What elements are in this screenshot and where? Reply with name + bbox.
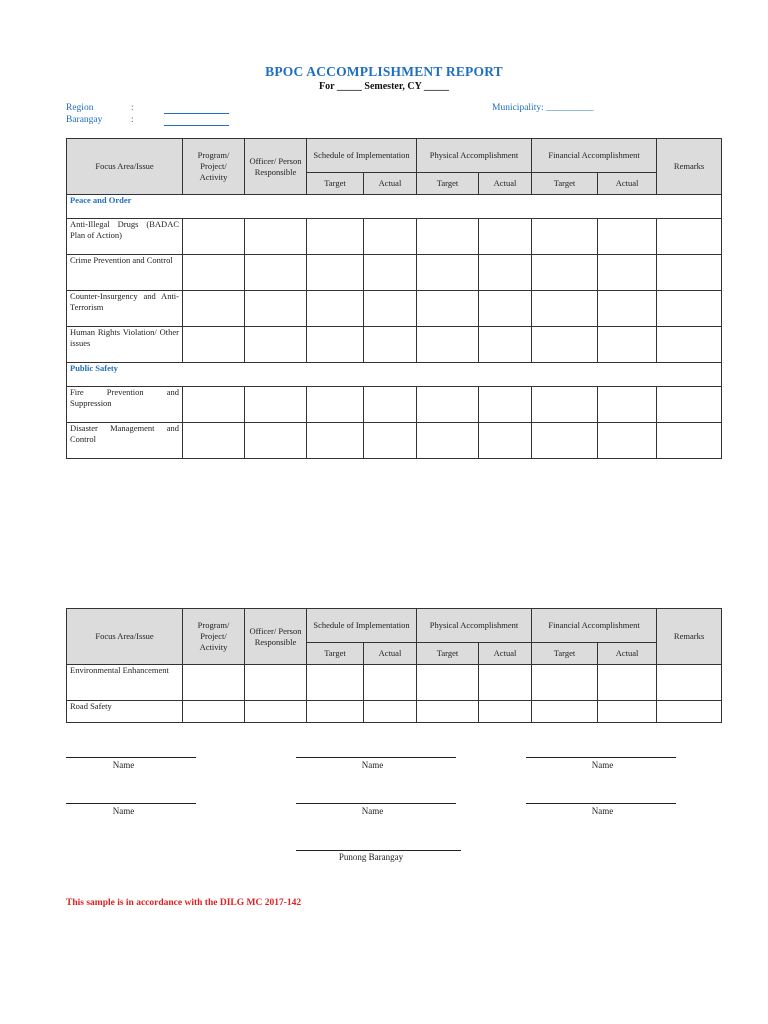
table-cell[interactable] bbox=[598, 387, 657, 423]
table-cell[interactable] bbox=[417, 219, 479, 255]
table-cell[interactable] bbox=[183, 387, 245, 423]
header-officer: Officer/ Person Responsible bbox=[245, 139, 307, 195]
punong-barangay-label: Punong Barangay bbox=[338, 852, 404, 862]
table-cell[interactable] bbox=[417, 665, 479, 701]
focus-area-cell: Counter-Insurgency and Anti-Terrorism bbox=[67, 291, 183, 327]
header-program: Program/ Project/ Activity bbox=[183, 139, 245, 195]
table-cell[interactable] bbox=[532, 219, 598, 255]
table-cell[interactable] bbox=[364, 665, 417, 701]
signature-name-label: Name bbox=[112, 760, 135, 770]
table-cell[interactable] bbox=[183, 219, 245, 255]
table-cell[interactable] bbox=[245, 255, 307, 291]
signature-line[interactable] bbox=[526, 802, 676, 804]
table-cell[interactable] bbox=[183, 701, 245, 723]
signature-name-label: Name bbox=[361, 806, 384, 816]
table-cell[interactable] bbox=[479, 387, 532, 423]
table-row bbox=[67, 423, 722, 459]
signature-name-label: Name bbox=[361, 760, 384, 770]
header-financial-actual: Actual bbox=[598, 173, 657, 195]
table-cell[interactable] bbox=[479, 219, 532, 255]
table-cell[interactable] bbox=[417, 701, 479, 723]
barangay-colon: : bbox=[131, 115, 134, 125]
header-schedule-actual: Actual bbox=[364, 643, 417, 665]
table-cell[interactable] bbox=[307, 387, 364, 423]
header-physical: Physical Accomplishment bbox=[417, 139, 532, 173]
header-schedule-target: Target bbox=[307, 173, 364, 195]
table-cell[interactable] bbox=[532, 423, 598, 459]
table-cell[interactable] bbox=[364, 291, 417, 327]
header-officer: Officer/ Person Responsible bbox=[245, 609, 307, 665]
header-physical-target: Target bbox=[417, 173, 479, 195]
table-cell[interactable] bbox=[417, 423, 479, 459]
header-financial: Financial Accomplishment bbox=[532, 139, 657, 173]
table-cell[interactable] bbox=[183, 665, 245, 701]
table-cell[interactable] bbox=[307, 423, 364, 459]
header-remarks: Remarks bbox=[657, 609, 722, 665]
signature-line[interactable] bbox=[66, 802, 196, 804]
table-cell[interactable] bbox=[532, 291, 598, 327]
table-cell[interactable] bbox=[364, 219, 417, 255]
table-cell[interactable] bbox=[307, 291, 364, 327]
table-row bbox=[67, 327, 722, 363]
header-program: Program/ Project/ Activity bbox=[183, 609, 245, 665]
report-title: BPOC ACCOMPLISHMENT REPORT bbox=[265, 64, 503, 79]
table-cell[interactable] bbox=[532, 387, 598, 423]
accomplishment-table-1 bbox=[66, 138, 722, 459]
table-cell[interactable] bbox=[532, 701, 598, 723]
table-cell[interactable] bbox=[245, 701, 307, 723]
table-cell[interactable] bbox=[417, 255, 479, 291]
signature-name-label: Name bbox=[591, 760, 614, 770]
header-focus-area: Focus Area/Issue bbox=[67, 609, 183, 665]
table-cell[interactable] bbox=[183, 255, 245, 291]
table-cell[interactable] bbox=[417, 327, 479, 363]
table-cell[interactable] bbox=[657, 423, 722, 459]
table-cell[interactable] bbox=[479, 327, 532, 363]
section-title-public-safety: Public Safety bbox=[67, 363, 722, 387]
table-cell[interactable] bbox=[479, 255, 532, 291]
table-cell[interactable] bbox=[657, 255, 722, 291]
table-row bbox=[67, 255, 722, 291]
municipality-label: Municipality: __________ bbox=[492, 103, 594, 113]
table-cell[interactable] bbox=[598, 327, 657, 363]
table-cell[interactable] bbox=[598, 665, 657, 701]
focus-area-cell: Disaster Management and Control bbox=[67, 423, 183, 459]
table-cell[interactable] bbox=[657, 327, 722, 363]
signature-line[interactable] bbox=[66, 756, 196, 758]
table-row bbox=[67, 387, 722, 423]
punong-barangay-signature-line[interactable] bbox=[296, 849, 461, 851]
signature-name-label: Name bbox=[112, 806, 135, 816]
table-cell[interactable] bbox=[598, 423, 657, 459]
table-row bbox=[67, 665, 722, 701]
region-field[interactable] bbox=[164, 103, 229, 114]
section-title-peace-and-order: Peace and Order bbox=[67, 195, 722, 219]
header-schedule-target: Target bbox=[307, 643, 364, 665]
signature-line[interactable] bbox=[526, 756, 676, 758]
header-financial-actual: Actual bbox=[598, 643, 657, 665]
region-colon: : bbox=[131, 103, 134, 113]
table-cell[interactable] bbox=[245, 327, 307, 363]
barangay-field[interactable] bbox=[164, 115, 229, 126]
table-cell[interactable] bbox=[245, 665, 307, 701]
header-focus-area: Focus Area/Issue bbox=[67, 139, 183, 195]
header-financial-target: Target bbox=[532, 643, 598, 665]
table-cell[interactable] bbox=[183, 423, 245, 459]
focus-area-cell: Road Safety bbox=[67, 701, 183, 723]
report-subtitle: For _____ Semester, CY _____ bbox=[319, 81, 449, 92]
table-cell[interactable] bbox=[598, 291, 657, 327]
header-schedule-actual: Actual bbox=[364, 173, 417, 195]
header-schedule: Schedule of Implementation bbox=[307, 609, 417, 643]
table-cell[interactable] bbox=[532, 665, 598, 701]
table-cell[interactable] bbox=[364, 423, 417, 459]
header-financial: Financial Accomplishment bbox=[532, 609, 657, 643]
table-row bbox=[67, 291, 722, 327]
table-cell[interactable] bbox=[417, 387, 479, 423]
table-cell[interactable] bbox=[364, 255, 417, 291]
table-cell[interactable] bbox=[479, 291, 532, 327]
table-cell[interactable] bbox=[598, 701, 657, 723]
header-physical-actual: Actual bbox=[479, 173, 532, 195]
header-physical-target: Target bbox=[417, 643, 479, 665]
table-cell[interactable] bbox=[307, 665, 364, 701]
table-cell[interactable] bbox=[183, 327, 245, 363]
focus-area-cell: Fire Prevention and Suppression bbox=[67, 387, 183, 423]
header-physical-actual: Actual bbox=[479, 643, 532, 665]
table-cell[interactable] bbox=[532, 327, 598, 363]
signature-line[interactable] bbox=[296, 802, 456, 804]
table-cell[interactable] bbox=[417, 291, 479, 327]
table-cell[interactable] bbox=[598, 255, 657, 291]
table-cell[interactable] bbox=[307, 701, 364, 723]
table-cell[interactable] bbox=[245, 219, 307, 255]
barangay-label: Barangay bbox=[66, 115, 103, 125]
table-cell[interactable] bbox=[245, 423, 307, 459]
table-cell[interactable] bbox=[364, 387, 417, 423]
signature-name-label: Name bbox=[591, 806, 614, 816]
table-cell[interactable] bbox=[245, 291, 307, 327]
focus-area-cell: Environmental Enhancement bbox=[67, 665, 183, 701]
region-label: Region bbox=[66, 103, 94, 113]
table-cell[interactable] bbox=[657, 701, 722, 723]
table-cell[interactable] bbox=[307, 255, 364, 291]
table-cell[interactable] bbox=[657, 219, 722, 255]
header-remarks: Remarks bbox=[657, 139, 722, 195]
table-cell[interactable] bbox=[307, 219, 364, 255]
accomplishment-table-2 bbox=[66, 608, 722, 723]
table-cell[interactable] bbox=[364, 701, 417, 723]
header-schedule: Schedule of Implementation bbox=[307, 139, 417, 173]
table-cell[interactable] bbox=[479, 701, 532, 723]
table-cell[interactable] bbox=[479, 665, 532, 701]
table-cell[interactable] bbox=[532, 255, 598, 291]
table-cell[interactable] bbox=[183, 291, 245, 327]
dilg-compliance-note: This sample is in accordance with the DILG MC 2017-142 bbox=[66, 898, 302, 908]
table-cell[interactable] bbox=[479, 423, 532, 459]
focus-area-cell: Crime Prevention and Control bbox=[67, 255, 183, 291]
table-cell[interactable] bbox=[657, 291, 722, 327]
focus-area-cell: Anti-Illegal Drugs (BADAC Plan of Action) bbox=[67, 219, 183, 255]
focus-area-cell: Human Rights Violation/ Other issues bbox=[67, 327, 183, 363]
table-row bbox=[67, 701, 722, 723]
header-financial-target: Target bbox=[532, 173, 598, 195]
table-row bbox=[67, 219, 722, 255]
header-physical: Physical Accomplishment bbox=[417, 609, 532, 643]
table-cell[interactable] bbox=[307, 327, 364, 363]
table-cell[interactable] bbox=[598, 219, 657, 255]
table-cell[interactable] bbox=[245, 387, 307, 423]
table-cell[interactable] bbox=[657, 665, 722, 701]
table-cell[interactable] bbox=[657, 387, 722, 423]
table-cell[interactable] bbox=[364, 327, 417, 363]
signature-line[interactable] bbox=[296, 756, 456, 758]
